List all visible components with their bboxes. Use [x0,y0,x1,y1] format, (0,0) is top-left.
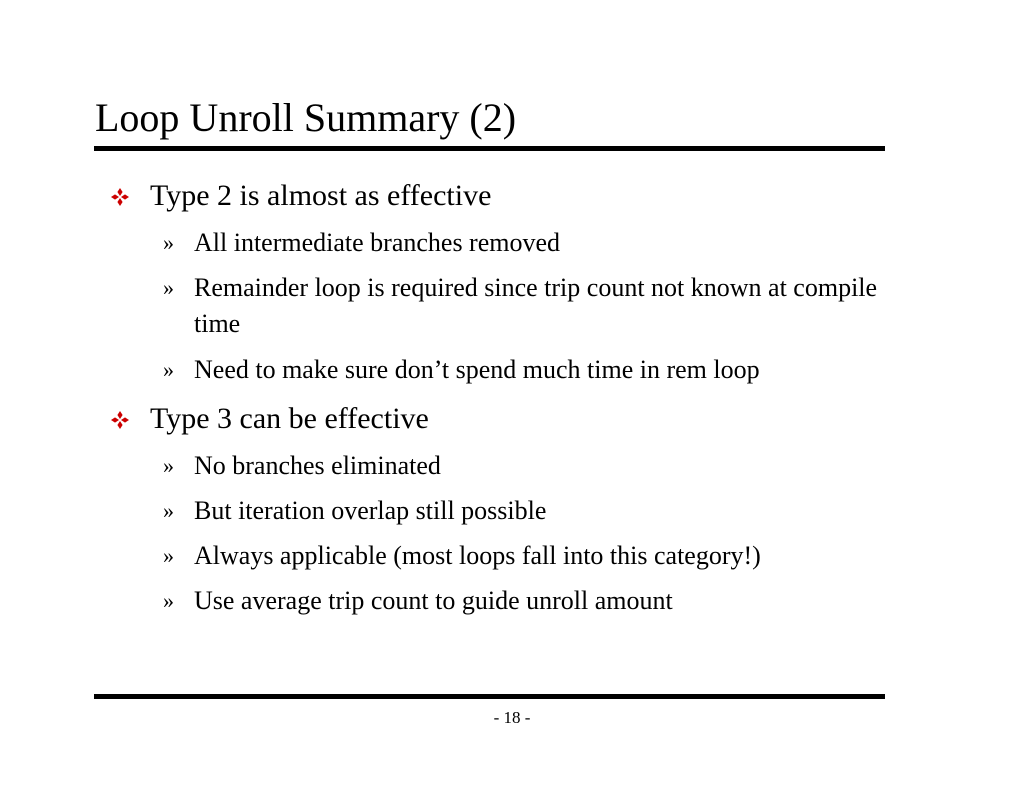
sub-bullet-marker: » [163,498,174,523]
sub-bullet-text: Use average trip count to guide unroll amount [194,586,673,615]
sub-bullet-text: All intermediate branches removed [194,228,561,257]
sub-bullet-marker: » [163,357,174,382]
sub-bullet-item [163,352,923,388]
sub-bullet-text: Remainder loop is required since trip count not known at compile time [194,273,878,338]
bullet-text: Type 2 is almost as effective [150,179,492,212]
sub-bullet-item [163,538,923,574]
sub-bullet-item [163,448,923,484]
bullet-text: Type 3 can be effective [150,402,429,435]
sub-bullet-marker: » [163,275,174,300]
sub-bullet-marker: » [163,588,174,613]
footer-rule [94,694,885,699]
sub-bullet-item [163,583,923,619]
sub-bullet-marker: » [163,453,174,478]
sub-bullet-item [163,493,923,529]
page-number: - 18 - [493,708,531,727]
sub-bullet-item [163,225,923,261]
slide-title: Loop Unroll Summary (2) [95,95,517,140]
sub-bullet-item [163,270,923,342]
sub-bullet-text: But iteration overlap still possible [194,496,547,525]
diamond-bullet-icon [110,410,130,430]
sub-bullet-marker: » [163,230,174,255]
sub-bullet-text: Always applicable (most loops fall into this category!) [194,541,761,570]
diamond-bullet-icon [110,187,130,207]
sub-bullet-marker: » [163,543,174,568]
sub-bullet-text: No branches eliminated [194,451,441,480]
sub-bullet-text: Need to make sure don’t spend much time in rem loop [194,355,760,384]
